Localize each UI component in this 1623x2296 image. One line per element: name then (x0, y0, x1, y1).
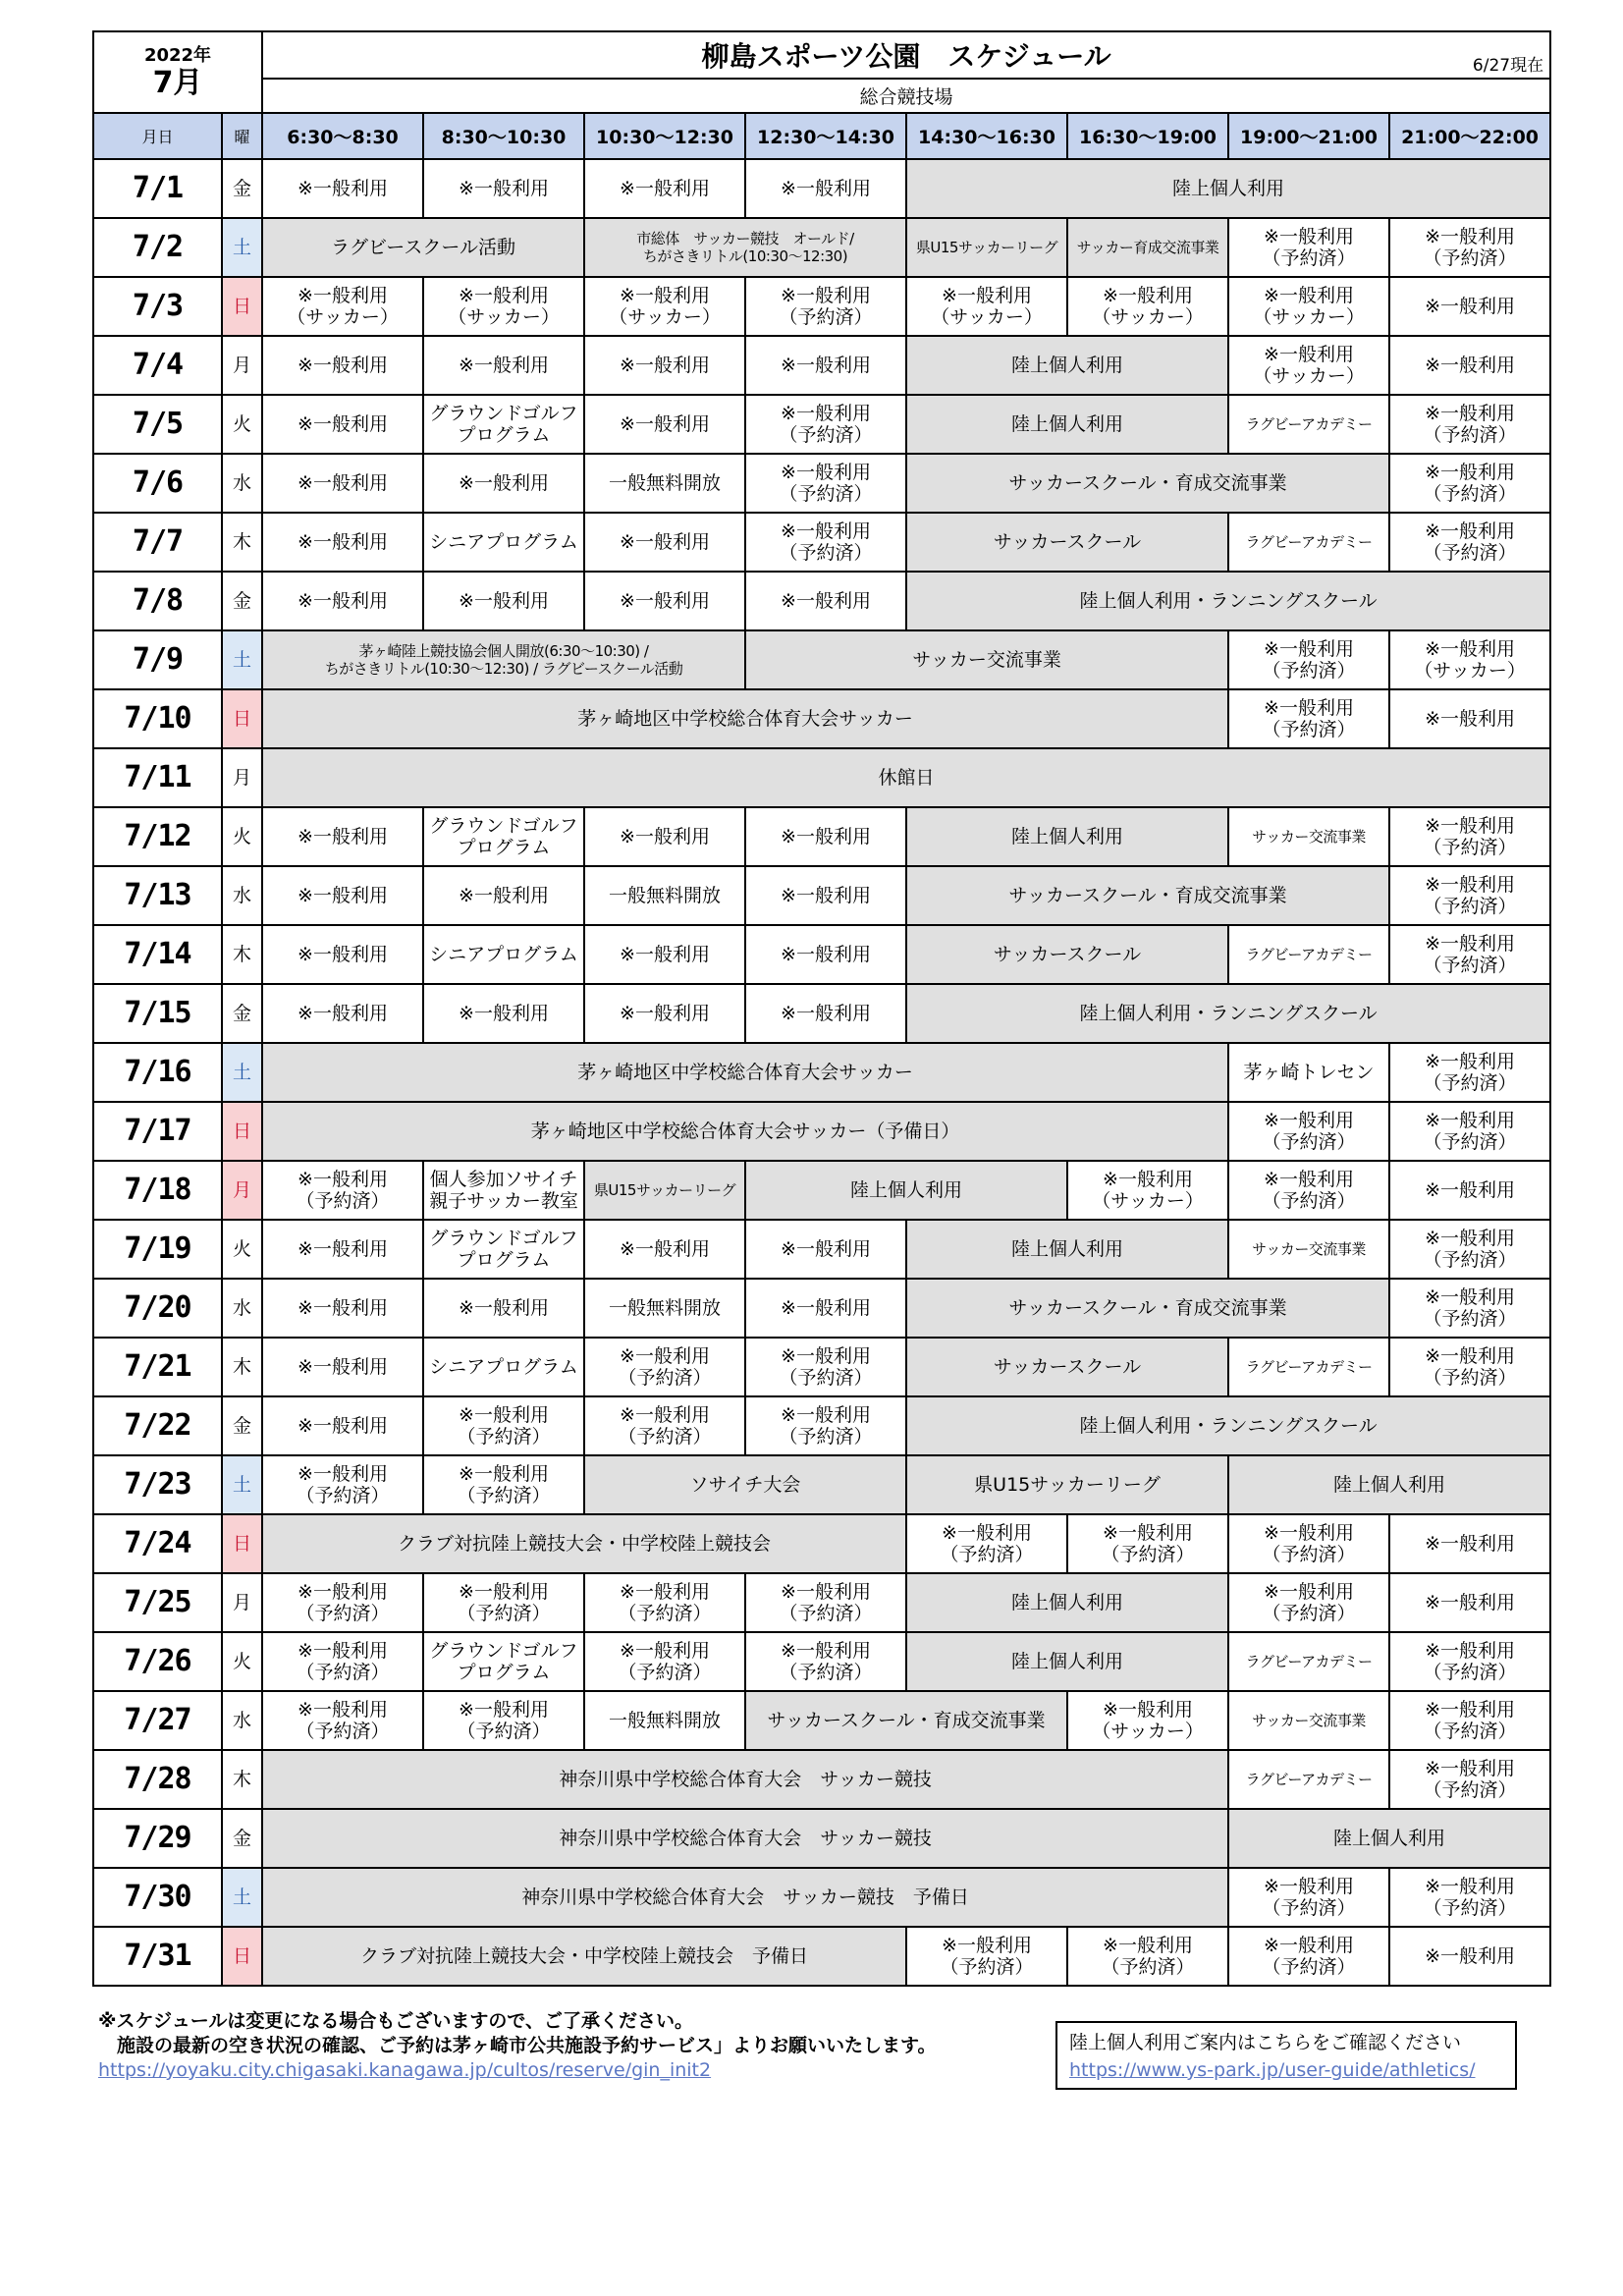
date-cell: 7/19 (93, 1220, 222, 1279)
slot-cell: ※一般利用 (262, 454, 423, 513)
schedule-table (92, 30, 1551, 1987)
weekday-cell: 金 (222, 984, 262, 1043)
slot-cell: ※一般利用 （予約済） (584, 1396, 745, 1455)
slot-cell: ※一般利用 (745, 1220, 906, 1279)
year-label: 2022年 (143, 44, 212, 66)
event-cell: 陸上個人利用 (1228, 1809, 1550, 1868)
schedule-row (93, 1338, 1550, 1396)
athletics-info-box (1055, 2021, 1517, 2090)
date-cell: 7/6 (93, 454, 222, 513)
slot-cell: ラグビーアカデミー (1228, 1338, 1389, 1396)
slot-cell: ※一般利用 （予約済） (1067, 1514, 1228, 1573)
slot-cell: ※一般利用 （予約済） (1389, 866, 1550, 925)
slot-cell: ※一般利用 (1389, 1161, 1550, 1220)
slot-cell: ※一般利用 （予約済） (1389, 1279, 1550, 1338)
event-cell: 陸上個人利用 (906, 395, 1228, 454)
slot-cell: ※一般利用 （予約済） (745, 454, 906, 513)
date-cell: 7/24 (93, 1514, 222, 1573)
slot-cell: ※一般利用 (262, 866, 423, 925)
date-cell: 7/29 (93, 1809, 222, 1868)
event-cell: ラグビースクール活動 (262, 218, 584, 277)
schedule-row (93, 748, 1550, 807)
slot-cell: ※一般利用 （予約済） (1389, 513, 1550, 572)
schedule-title: 柳島スポーツ公園 スケジュール (701, 40, 1111, 73)
slot-cell: 個人参加ソサイチ 親子サッカー教室 (423, 1161, 584, 1220)
as-of-date: 6/27現在 (1472, 56, 1544, 76)
slot-cell: ※一般利用 （予約済） (1228, 1161, 1389, 1220)
event-cell: 陸上個人利用・ランニングスクール (906, 984, 1550, 1043)
slot-cell: ※一般利用 (584, 1220, 745, 1279)
slot-cell: ※一般利用 （サッカー） (1067, 1691, 1228, 1750)
slot-cell: ※一般利用 （予約済） (1389, 1102, 1550, 1161)
slot-cell: 一般無料開放 (584, 1691, 745, 1750)
schedule-row (93, 336, 1550, 395)
weekday-cell: 土 (222, 630, 262, 689)
slot-cell: 一般無料開放 (584, 454, 745, 513)
time-slot-header: 6:30～8:30 (262, 113, 423, 159)
schedule-row (93, 807, 1550, 866)
slot-cell: ※一般利用 （予約済） (1389, 1338, 1550, 1396)
slot-cell: ※一般利用 (745, 572, 906, 630)
schedule-row (93, 1514, 1550, 1573)
slot-cell: 一般無料開放 (584, 1279, 745, 1338)
time-slot-header: 19:00～21:00 (1228, 113, 1389, 159)
schedule-row (93, 1455, 1550, 1514)
slot-cell: ※一般利用 (1389, 1573, 1550, 1632)
slot-cell: サッカー交流事業 (1228, 1220, 1389, 1279)
event-cell: サッカースクール・育成交流事業 (906, 1279, 1389, 1338)
schedule-row (93, 925, 1550, 984)
slot-cell: グラウンドゴルフ プログラム (423, 1632, 584, 1691)
schedule-row (93, 159, 1550, 218)
slot-cell: ※一般利用 （予約済） (1389, 1750, 1550, 1809)
slot-cell: ※一般利用 （予約済） (584, 1632, 745, 1691)
slot-cell: ※一般利用 （予約済） (1228, 1102, 1389, 1161)
date-cell: 7/16 (93, 1043, 222, 1102)
slot-cell: ※一般利用 （予約済） (1389, 925, 1550, 984)
schedule-row (93, 1161, 1550, 1220)
slot-cell: ※一般利用 （予約済） (262, 1691, 423, 1750)
slot-cell: ※一般利用 (584, 807, 745, 866)
time-slot-header: 8:30～10:30 (423, 113, 584, 159)
slot-cell: ※一般利用 (745, 866, 906, 925)
date-cell: 7/17 (93, 1102, 222, 1161)
weekday-cell: 木 (222, 513, 262, 572)
weekday-cell: 日 (222, 1102, 262, 1161)
time-slot-header: 10:30～12:30 (584, 113, 745, 159)
schedule-row (93, 1927, 1550, 1986)
slot-cell: シニアプログラム (423, 925, 584, 984)
slot-cell: ※一般利用 （サッカー） (584, 277, 745, 336)
slot-cell: ※一般利用 （予約済） (745, 513, 906, 572)
weekday-cell: 金 (222, 1809, 262, 1868)
event-cell: 陸上個人利用・ランニングスクール (906, 572, 1550, 630)
slot-cell: ※一般利用 (745, 1279, 906, 1338)
weekday-cell: 月 (222, 336, 262, 395)
weekday-cell: 月 (222, 1161, 262, 1220)
slot-cell: グラウンドゴルフ プログラム (423, 395, 584, 454)
slot-cell: ※一般利用 （サッカー） (262, 277, 423, 336)
slot-cell: ※一般利用 （予約済） (745, 1338, 906, 1396)
slot-cell: ※一般利用 （サッカー） (1067, 277, 1228, 336)
slot-cell: ※一般利用 （予約済） (1389, 1868, 1550, 1927)
slot-cell: ※一般利用 （予約済） (262, 1632, 423, 1691)
weekday-cell: 土 (222, 1043, 262, 1102)
event-cell: サッカー交流事業 (745, 630, 1228, 689)
slot-cell: 一般無料開放 (584, 866, 745, 925)
slot-cell: ※一般利用 （予約済） (262, 1455, 423, 1514)
event-cell: 茅ヶ崎地区中学校総合体育大会サッカー（予備日） (262, 1102, 1228, 1161)
slot-cell: ※一般利用 （サッカー） (1228, 277, 1389, 336)
schedule-row (93, 1396, 1550, 1455)
slot-cell: ※一般利用 (262, 1279, 423, 1338)
column-header-date: 月日 (93, 113, 222, 159)
event-cell: 陸上個人利用・ランニングスクール (906, 1396, 1550, 1455)
slot-cell: ※一般利用 （サッカー） (1389, 630, 1550, 689)
slot-cell: ラグビーアカデミー (1228, 1750, 1389, 1809)
event-cell: サッカースクール・育成交流事業 (906, 866, 1389, 925)
time-slot-header: 16:30～19:00 (1067, 113, 1228, 159)
event-cell: 茅ヶ崎陸上競技協会個人開放(6:30～10:30) / ちがさきリトル(10:30～12:30) / ラグビースクール活動 (262, 630, 745, 689)
slot-cell: ※一般利用 (1389, 1514, 1550, 1573)
weekday-cell: 月 (222, 748, 262, 807)
column-header-weekday: 曜 (222, 113, 262, 159)
time-slot-header: 21:00～22:00 (1389, 113, 1550, 159)
event-cell: サッカースクール・育成交流事業 (745, 1691, 1067, 1750)
slot-cell: ※一般利用 （予約済） (1389, 1691, 1550, 1750)
schedule-row (93, 572, 1550, 630)
schedule-row (93, 1043, 1550, 1102)
slot-cell: ※一般利用 (584, 336, 745, 395)
weekday-cell: 月 (222, 1573, 262, 1632)
event-cell: 県U15サッカーリーグ (906, 1455, 1228, 1514)
slot-cell: シニアプログラム (423, 513, 584, 572)
date-cell: 7/20 (93, 1279, 222, 1338)
reservation-link[interactable]: https://yoyaku.city.chigasaki.kanagawa.jp/cultos/reserve/gin_init2 (98, 2059, 712, 2081)
slot-cell: ※一般利用 （予約済） (262, 1161, 423, 1220)
slot-cell: ラグビーアカデミー (1228, 395, 1389, 454)
slot-cell: ※一般利用 （予約済） (1389, 807, 1550, 866)
date-cell: 7/11 (93, 748, 222, 807)
slot-cell: ※一般利用 (584, 513, 745, 572)
weekday-cell: 水 (222, 866, 262, 925)
footer-notes (98, 2009, 1041, 2083)
date-cell: 7/10 (93, 689, 222, 748)
weekday-cell: 水 (222, 1691, 262, 1750)
date-cell: 7/3 (93, 277, 222, 336)
weekday-cell: 土 (222, 218, 262, 277)
slot-cell: ※一般利用 (745, 159, 906, 218)
slot-cell: ※一般利用 （予約済） (1389, 1220, 1550, 1279)
schedule-row (93, 1573, 1550, 1632)
date-cell: 7/14 (93, 925, 222, 984)
slot-cell: ※一般利用 （予約済） (423, 1691, 584, 1750)
event-cell: 茅ヶ崎地区中学校総合体育大会サッカー (262, 689, 1228, 748)
date-cell: 7/18 (93, 1161, 222, 1220)
schedule-row (93, 984, 1550, 1043)
slot-cell: ※一般利用 （予約済） (1228, 1868, 1389, 1927)
time-slot-header: 12:30～14:30 (745, 113, 906, 159)
weekday-cell: 火 (222, 395, 262, 454)
event-cell: クラブ対抗陸上競技大会・中学校陸上競技会 予備日 (262, 1927, 906, 1986)
venue-name: 総合競技場 (262, 79, 1550, 113)
event-cell: サッカースクール (906, 513, 1228, 572)
slot-cell: ※一般利用 (423, 159, 584, 218)
schedule-row (93, 395, 1550, 454)
weekday-cell: 金 (222, 159, 262, 218)
slot-cell: ※一般利用 （予約済） (423, 1455, 584, 1514)
event-cell: サッカースクール (906, 925, 1228, 984)
date-cell: 7/7 (93, 513, 222, 572)
slot-cell: ※一般利用 (423, 336, 584, 395)
weekday-cell: 木 (222, 925, 262, 984)
event-cell: ソサイチ大会 (584, 1455, 906, 1514)
date-cell: 7/25 (93, 1573, 222, 1632)
schedule-row (93, 1809, 1550, 1868)
event-cell: 神奈川県中学校総合体育大会 サッカー競技 予備日 (262, 1868, 1228, 1927)
weekday-cell: 水 (222, 454, 262, 513)
slot-cell: グラウンドゴルフ プログラム (423, 807, 584, 866)
event-cell: 休館日 (262, 748, 1550, 807)
schedule-row (93, 1868, 1550, 1927)
date-cell: 7/5 (93, 395, 222, 454)
event-cell: 市総体 サッカー競技 オールド/ ちがさきリトル(10:30～12:30) (584, 218, 906, 277)
event-cell: 陸上個人利用 (906, 807, 1228, 866)
date-cell: 7/28 (93, 1750, 222, 1809)
date-cell: 7/1 (93, 159, 222, 218)
slot-cell: サッカー交流事業 (1228, 1691, 1389, 1750)
slot-cell: ※一般利用 （予約済） (745, 1632, 906, 1691)
slot-cell: ※一般利用 (584, 395, 745, 454)
event-cell: 神奈川県中学校総合体育大会 サッカー競技 (262, 1750, 1228, 1809)
date-cell: 7/27 (93, 1691, 222, 1750)
date-cell: 7/12 (93, 807, 222, 866)
date-cell: 7/9 (93, 630, 222, 689)
slot-cell: ※一般利用 （予約済） (1389, 395, 1550, 454)
athletics-info-label: 陸上個人利用ご案内はこちらをご確認ください (1069, 2032, 1462, 2053)
schedule-row (93, 689, 1550, 748)
event-cell: 神奈川県中学校総合体育大会 サッカー競技 (262, 1809, 1228, 1868)
slot-cell: ※一般利用 （予約済） (1228, 1573, 1389, 1632)
athletics-guide-link[interactable]: https://www.ys-park.jp/user-guide/athletics/ (1069, 2059, 1476, 2081)
slot-cell: ※一般利用 (423, 572, 584, 630)
event-cell: サッカースクール・育成交流事業 (906, 454, 1389, 513)
slot-cell: ※一般利用 （サッカー） (906, 277, 1067, 336)
slot-cell: ※一般利用 （予約済） (1228, 1514, 1389, 1573)
slot-cell: ※一般利用 （予約済） (423, 1573, 584, 1632)
slot-cell: ※一般利用 （予約済） (745, 277, 906, 336)
slot-cell: ※一般利用 (262, 1338, 423, 1396)
date-cell: 7/13 (93, 866, 222, 925)
month-label: 7月 (152, 65, 203, 100)
slot-cell: ※一般利用 （予約済） (584, 1573, 745, 1632)
date-cell: 7/8 (93, 572, 222, 630)
event-cell: 陸上個人利用 (745, 1161, 1067, 1220)
slot-cell: ※一般利用 (262, 572, 423, 630)
time-slot-header: 14:30～16:30 (906, 113, 1067, 159)
slot-cell: ※一般利用 (423, 454, 584, 513)
slot-cell: ※一般利用 （予約済） (1389, 1043, 1550, 1102)
slot-cell: ※一般利用 （予約済） (1228, 218, 1389, 277)
slot-cell: ※一般利用 （予約済） (1228, 689, 1389, 748)
date-cell: 7/30 (93, 1868, 222, 1927)
slot-cell: ※一般利用 (262, 395, 423, 454)
slot-cell: ※一般利用 （サッカー） (423, 277, 584, 336)
slot-cell: ※一般利用 （予約済） (1228, 630, 1389, 689)
date-cell: 7/23 (93, 1455, 222, 1514)
date-cell: 7/4 (93, 336, 222, 395)
schedule-row (93, 1750, 1550, 1809)
schedule-row (93, 454, 1550, 513)
schedule-row (93, 630, 1550, 689)
slot-cell: ※一般利用 （サッカー） (1067, 1161, 1228, 1220)
date-cell: 7/26 (93, 1632, 222, 1691)
event-cell: 県U15サッカーリーグ (906, 218, 1067, 277)
slot-cell: ※一般利用 (262, 1396, 423, 1455)
event-cell: 陸上個人利用 (906, 1632, 1228, 1691)
date-cell: 7/22 (93, 1396, 222, 1455)
slot-cell: ※一般利用 （予約済） (745, 395, 906, 454)
slot-cell: 茅ヶ崎トレセン (1228, 1043, 1389, 1102)
event-cell: 陸上個人利用 (906, 336, 1228, 395)
schedule-row (93, 1102, 1550, 1161)
schedule-row (93, 866, 1550, 925)
date-cell: 7/15 (93, 984, 222, 1043)
weekday-cell: 日 (222, 1927, 262, 1986)
event-cell: 陸上個人利用 (906, 159, 1550, 218)
slot-cell: ※一般利用 (262, 336, 423, 395)
event-cell: 茅ヶ崎地区中学校総合体育大会サッカー (262, 1043, 1228, 1102)
slot-cell: ※一般利用 (584, 984, 745, 1043)
slot-cell: ※一般利用 (745, 336, 906, 395)
slot-cell: ※一般利用 (1389, 689, 1550, 748)
event-cell: クラブ対抗陸上競技大会・中学校陸上競技会 (262, 1514, 906, 1573)
slot-cell: ※一般利用 (745, 807, 906, 866)
weekday-cell: 土 (222, 1455, 262, 1514)
weekday-cell: 金 (222, 1396, 262, 1455)
slot-cell: ※一般利用 （予約済） (1389, 1632, 1550, 1691)
schedule-row (93, 1691, 1550, 1750)
schedule-row (93, 277, 1550, 336)
event-cell: 陸上個人利用 (906, 1220, 1228, 1279)
weekday-cell: 木 (222, 1750, 262, 1809)
slot-cell: サッカー交流事業 (1228, 807, 1389, 866)
weekday-cell: 日 (222, 277, 262, 336)
slot-cell: ※一般利用 (745, 984, 906, 1043)
slot-cell: ※一般利用 （予約済） (906, 1514, 1067, 1573)
schedule-row (93, 1220, 1550, 1279)
event-cell: サッカー育成交流事業 (1067, 218, 1228, 277)
weekday-cell: 水 (222, 1279, 262, 1338)
slot-cell: ※一般利用 (262, 807, 423, 866)
reservation-notice: 施設の最新の空き状況の確認、ご予約は茅ヶ崎市公共施設予約サービス」よりお願いいたします。 (98, 2035, 937, 2056)
weekday-cell: 日 (222, 1514, 262, 1573)
schedule-row (93, 1632, 1550, 1691)
weekday-cell: 火 (222, 1220, 262, 1279)
slot-cell: ※一般利用 (423, 984, 584, 1043)
change-notice: ※スケジュールは変更になる場合もございますので、ご了承ください。 (98, 2010, 693, 2032)
slot-cell: グラウンドゴルフ プログラム (423, 1220, 584, 1279)
weekday-cell: 火 (222, 1632, 262, 1691)
date-cell: 7/2 (93, 218, 222, 277)
event-cell: サッカースクール (906, 1338, 1228, 1396)
weekday-cell: 木 (222, 1338, 262, 1396)
slot-cell: ラグビーアカデミー (1228, 513, 1389, 572)
slot-cell: ※一般利用 (262, 159, 423, 218)
slot-cell: ※一般利用 （予約済） (906, 1927, 1067, 1986)
slot-cell: ※一般利用 (584, 925, 745, 984)
slot-cell: ※一般利用 （サッカー） (1228, 336, 1389, 395)
slot-cell: ※一般利用 (584, 572, 745, 630)
slot-cell: ※一般利用 (1389, 1927, 1550, 1986)
slot-cell: ※一般利用 （予約済） (1389, 218, 1550, 277)
schedule-row (93, 513, 1550, 572)
slot-cell: ※一般利用 （予約済） (1389, 454, 1550, 513)
slot-cell: ※一般利用 （予約済） (423, 1396, 584, 1455)
event-cell: 県U15サッカーリーグ (584, 1161, 745, 1220)
slot-cell: ※一般利用 （予約済） (262, 1573, 423, 1632)
slot-cell: ※一般利用 (423, 866, 584, 925)
slot-cell: シニアプログラム (423, 1338, 584, 1396)
date-cell: 7/21 (93, 1338, 222, 1396)
slot-cell: ※一般利用 (584, 159, 745, 218)
slot-cell: ※一般利用 (423, 1279, 584, 1338)
schedule-title-cell (262, 31, 1550, 79)
slot-cell: ラグビーアカデミー (1228, 925, 1389, 984)
slot-cell: ※一般利用 （予約済） (1228, 1927, 1389, 1986)
slot-cell: ※一般利用 (262, 513, 423, 572)
slot-cell: ※一般利用 (745, 925, 906, 984)
slot-cell: ※一般利用 （予約済） (1067, 1927, 1228, 1986)
slot-cell: ※一般利用 (1389, 336, 1550, 395)
event-cell: 陸上個人利用 (906, 1573, 1228, 1632)
slot-cell: ※一般利用 （予約済） (745, 1573, 906, 1632)
month-cell (93, 31, 262, 113)
weekday-cell: 火 (222, 807, 262, 866)
slot-cell: ※一般利用 （予約済） (745, 1396, 906, 1455)
weekday-cell: 金 (222, 572, 262, 630)
slot-cell: ※一般利用 (262, 984, 423, 1043)
schedule-row (93, 1279, 1550, 1338)
weekday-cell: 土 (222, 1868, 262, 1927)
event-cell: 陸上個人利用 (1228, 1455, 1550, 1514)
schedule-row (93, 218, 1550, 277)
slot-cell: ※一般利用 (1389, 277, 1550, 336)
slot-cell: ※一般利用 (262, 925, 423, 984)
slot-cell: ※一般利用 （予約済） (584, 1338, 745, 1396)
date-cell: 7/31 (93, 1927, 222, 1986)
slot-cell: ラグビーアカデミー (1228, 1632, 1389, 1691)
slot-cell: ※一般利用 (262, 1220, 423, 1279)
weekday-cell: 日 (222, 689, 262, 748)
